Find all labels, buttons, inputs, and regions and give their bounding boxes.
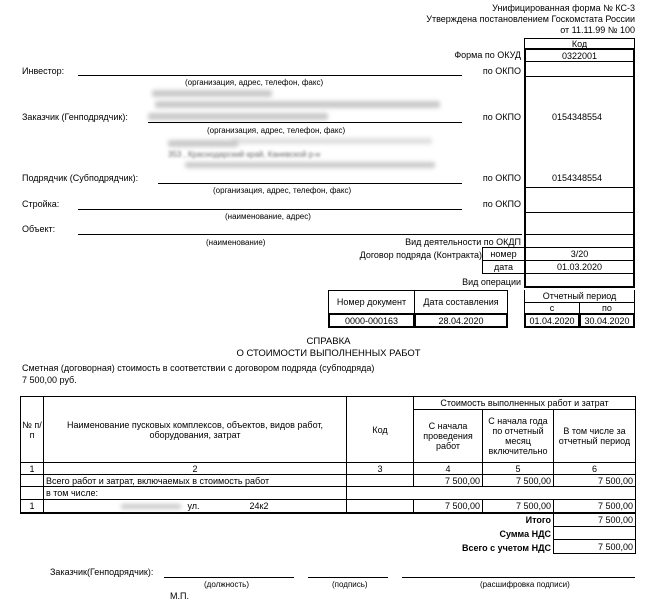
form-title: Унифицированная форма № КС-3	[492, 3, 635, 13]
row1-c3: 7 500,00	[553, 499, 636, 514]
col-group-header: Стоимость выполненных работ и затрат	[413, 396, 636, 410]
with-nds-value: 7 500,00	[553, 539, 636, 554]
col-num-header: № п/п	[20, 396, 44, 463]
object-hint: (наименование)	[206, 238, 266, 247]
approved-text: Утверждена постановлением Госкомстата России	[426, 14, 635, 24]
okud-value: 0322001	[524, 48, 635, 62]
operation-label: Вид операции	[462, 277, 521, 287]
num-col-4: 4	[413, 462, 483, 475]
row1-name-text: ул. 24к2	[187, 501, 269, 511]
incl-num	[20, 486, 44, 500]
customer-okpo: 0154348554	[552, 112, 603, 122]
okud-label: Форма по ОКУД	[454, 50, 521, 60]
num-col-3: 3	[346, 462, 414, 475]
code-column	[524, 61, 635, 247]
period-from: 01.04.2020	[524, 313, 580, 328]
site-label: Стройка:	[22, 199, 60, 209]
total-c3: 7 500,00	[553, 474, 636, 487]
operation-value	[524, 273, 635, 288]
period-to: 30.04.2020	[579, 313, 635, 328]
doc-num-label: Номер документ	[328, 290, 415, 314]
date-value: 01.03.2020	[524, 260, 635, 274]
customer-label: Заказчик (Генподрядчик):	[22, 112, 128, 122]
number-value: 3/20	[524, 247, 635, 261]
row1-code	[346, 499, 414, 514]
okdp-label: Вид деятельности по ОКДП	[405, 237, 521, 247]
decode-hint: (расшифровка подписи)	[480, 580, 570, 589]
col-name-header: Наименование пусковых комплексов, объектов, видов работ, оборудования, затрат	[43, 396, 347, 463]
itogo-label: Итого	[525, 515, 551, 525]
period-from-label: с	[524, 302, 580, 314]
with-nds-label: Всего с учетом НДС	[462, 543, 551, 553]
doc-date: 28.04.2020	[414, 313, 508, 328]
okpo-label-contractor: по ОКПО	[482, 173, 521, 183]
object-label: Объект:	[22, 224, 56, 234]
row1-c1: 7 500,00	[413, 499, 483, 514]
num-col-5: 5	[482, 462, 554, 475]
row1-num: 1	[20, 499, 44, 514]
num-col-1: 1	[20, 462, 44, 475]
position-hint: (должность)	[204, 580, 249, 589]
num-col-2: 2	[43, 462, 347, 475]
site-hint: (наименование, адрес)	[225, 212, 311, 221]
okpo-label-site: по ОКПО	[482, 199, 521, 209]
incl-rest	[346, 486, 636, 500]
nds-value	[553, 526, 636, 540]
nds-label: Сумма НДС	[499, 529, 551, 539]
approved-date: от 11.11.99 № 100	[560, 25, 635, 35]
number-label: номер	[482, 247, 525, 261]
total-c1: 7 500,00	[413, 474, 483, 487]
investor-hint: (организация, адрес, телефон, факс)	[185, 78, 324, 87]
num-col-6: 6	[553, 462, 636, 475]
doc-title: СПРАВКА	[306, 336, 351, 347]
date-label: дата	[482, 260, 525, 274]
code-header: Код	[524, 38, 635, 49]
footer-customer-label: Заказчик(Генподрядчик):	[50, 567, 154, 577]
col-c1-header: С начала проведения работ	[413, 409, 483, 463]
estimate-label: Сметная (договорная) стоимость в соответствии с договором подряда (субподряда)	[22, 363, 375, 373]
customer-hint: (организация, адрес, телефон, факс)	[207, 126, 346, 135]
period-label: Отчетный период	[524, 290, 635, 302]
row1-name	[43, 499, 347, 514]
okpo-label-investor: по ОКПО	[482, 66, 521, 76]
mp-stamp-label: М.П.	[170, 591, 189, 601]
col-c2-header: С начала года по отчетный месяц включительно	[482, 409, 554, 463]
col-c3-header: В том числе за отчетный период	[553, 409, 636, 463]
total-label: Всего работ и затрат, включаемых в стоимость работ	[43, 474, 347, 487]
contractor-hint: (организация, адрес, телефон, факс)	[213, 186, 352, 195]
sign-hint: (подпись)	[332, 580, 368, 589]
col-code-header: Код	[346, 396, 414, 463]
estimate-value: 7 500,00 руб.	[22, 375, 77, 385]
period-to-label: по	[579, 302, 635, 314]
okpo-label-customer: по ОКПО	[482, 112, 521, 122]
total-c2: 7 500,00	[482, 474, 554, 487]
contractor-address: 353 , Краснодарский край, Каневской р-н	[168, 150, 321, 159]
doc-num: 0000-000163	[328, 313, 415, 328]
contractor-okpo: 0154348554	[552, 173, 603, 183]
contract-label: Договор подряда (Контракта)	[359, 250, 482, 260]
itogo-value: 7 500,00	[553, 513, 636, 527]
incl-label: в том числе:	[43, 486, 347, 500]
doc-date-label: Дата составления	[414, 290, 508, 314]
doc-subtitle: О СТОИМОСТИ ВЫПОЛНЕННЫХ РАБОТ	[236, 348, 421, 359]
row1-c2: 7 500,00	[482, 499, 554, 514]
contractor-label: Подрядчик (Субподрядчик):	[22, 173, 139, 183]
investor-label: Инвестор:	[22, 66, 65, 76]
